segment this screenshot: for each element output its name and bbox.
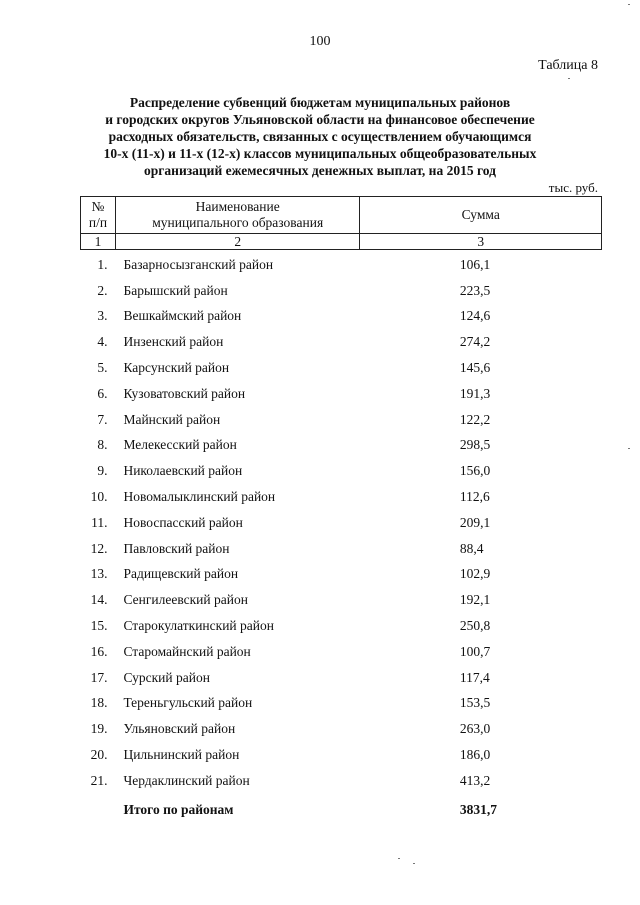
scan-speck	[413, 863, 415, 864]
table-body	[81, 250, 602, 794]
table-row	[81, 250, 602, 278]
district-name: Сурский район	[123, 669, 210, 685]
district-name: Новомалыклинский район	[123, 489, 276, 505]
column-number-row	[81, 234, 602, 250]
row-number: 9.	[97, 463, 108, 479]
table-row	[81, 768, 602, 794]
district-name: Барышский район	[123, 282, 228, 298]
table-row	[81, 484, 602, 510]
total-label: Итого по районам	[123, 801, 234, 817]
row-sum: 413,2	[459, 772, 491, 788]
total-num	[81, 794, 116, 826]
table-row	[81, 716, 602, 742]
table-header-row	[81, 197, 602, 234]
row-number: 8.	[97, 437, 108, 453]
district-name: Мелекесский район	[123, 437, 237, 453]
row-number: 18.	[90, 695, 108, 711]
district-name: Старомайнский район	[123, 643, 251, 659]
row-sum: 145,6	[459, 360, 491, 376]
row-number: 11.	[91, 514, 108, 530]
district-name: Базарносызганский район	[123, 256, 274, 272]
row-number: 17.	[90, 669, 108, 685]
district-name: Кузоватовский район	[123, 385, 246, 401]
table-row	[81, 691, 602, 717]
row-number: 21.	[90, 772, 108, 788]
table-row	[81, 510, 602, 536]
scan-speck	[628, 4, 630, 5]
row-number: 6.	[97, 385, 108, 401]
header-num: № п/п	[81, 197, 116, 234]
district-name: Новоспасский район	[123, 514, 243, 530]
table-row	[81, 587, 602, 613]
scan-speck	[568, 78, 570, 79]
units-label: тыс. руб.	[548, 180, 598, 195]
table-row	[81, 665, 602, 691]
row-number: 14.	[90, 592, 108, 608]
table-row	[81, 304, 602, 330]
total-sum: 3831,7	[459, 801, 498, 817]
district-name: Ульяновский район	[123, 721, 236, 737]
table-row	[81, 639, 602, 665]
row-sum: 106,1	[459, 256, 491, 272]
page-number: 100	[309, 34, 331, 49]
district-name: Сенгилеевский район	[123, 592, 248, 608]
scan-speck	[628, 448, 630, 449]
row-sum: 250,8	[459, 618, 491, 634]
district-name: Карсунский район	[123, 360, 230, 376]
row-sum: 192,1	[459, 592, 491, 608]
header-name: Наименование муниципального образования	[115, 197, 359, 234]
row-number: 19.	[90, 721, 108, 737]
district-name: Павловский район	[123, 540, 230, 556]
column-number: 2	[115, 234, 359, 250]
row-sum: 88,4	[459, 540, 484, 556]
table-row	[81, 278, 602, 304]
district-name: Майнский район	[123, 411, 221, 427]
table-row	[81, 355, 602, 381]
column-number: 3	[360, 234, 602, 250]
row-sum: 100,7	[459, 643, 491, 659]
district-name: Цильнинский район	[123, 747, 240, 763]
district-name: Николаевский район	[123, 463, 243, 479]
row-number: 1.	[97, 256, 108, 272]
subvention-table	[80, 196, 602, 826]
row-sum: 223,5	[459, 282, 491, 298]
column-number: 1	[81, 234, 116, 250]
district-name: Инзенский район	[123, 334, 224, 350]
header-sum: Сумма	[360, 197, 602, 234]
row-number: 3.	[97, 308, 108, 324]
row-number: 2.	[97, 282, 108, 298]
row-sum: 112,6	[459, 489, 490, 505]
title-line: расходных обязательств, связанных с осуществлением обучающимся	[108, 129, 532, 144]
row-sum: 186,0	[459, 747, 491, 763]
title-line: организаций ежемесячных денежных выплат, на 2015 год	[144, 163, 496, 178]
row-sum: 102,9	[459, 566, 491, 582]
district-name: Вешкаймский район	[123, 308, 242, 324]
row-sum: 124,6	[459, 308, 491, 324]
row-number: 10.	[90, 489, 108, 505]
table-row	[81, 742, 602, 768]
row-sum: 153,5	[459, 695, 491, 711]
row-sum: 298,5	[459, 437, 491, 453]
row-sum: 117,4	[459, 669, 490, 685]
row-number: 4.	[97, 334, 108, 350]
row-sum: 191,3	[459, 385, 491, 401]
row-number: 7.	[97, 411, 108, 427]
table-row	[81, 433, 602, 459]
row-number: 12.	[90, 540, 108, 556]
title-line: и городских округов Ульяновской области на финансовое обеспечение	[105, 112, 535, 127]
table-label: Таблица 8	[538, 58, 598, 73]
row-number: 20.	[90, 747, 108, 763]
document-title	[70, 94, 570, 179]
table-row	[81, 458, 602, 484]
scan-speck	[398, 858, 400, 859]
district-name: Радищевский район	[123, 566, 239, 582]
district-name: Тереньгульский район	[123, 695, 253, 711]
row-sum: 274,2	[459, 334, 491, 350]
district-name: Старокулаткинский район	[123, 618, 274, 634]
title-line: 10-х (11-х) и 11-х (12-х) классов муниципальных общеобразовательных	[103, 146, 537, 161]
total-row	[81, 794, 602, 826]
row-sum: 122,2	[459, 411, 491, 427]
table-row	[81, 536, 602, 562]
row-sum: 209,1	[459, 514, 491, 530]
row-sum: 263,0	[459, 721, 491, 737]
row-number: 5.	[97, 360, 108, 376]
district-name: Чердаклинский район	[123, 772, 250, 788]
row-number: 13.	[90, 566, 108, 582]
table-row	[81, 381, 602, 407]
table-row	[81, 613, 602, 639]
row-sum: 156,0	[459, 463, 491, 479]
table-row	[81, 407, 602, 433]
table-row	[81, 562, 602, 588]
row-number: 15.	[90, 618, 108, 634]
table-row	[81, 329, 602, 355]
row-number: 16.	[90, 643, 108, 659]
title-line: Распределение субвенций бюджетам муниципальных районов	[129, 95, 511, 110]
